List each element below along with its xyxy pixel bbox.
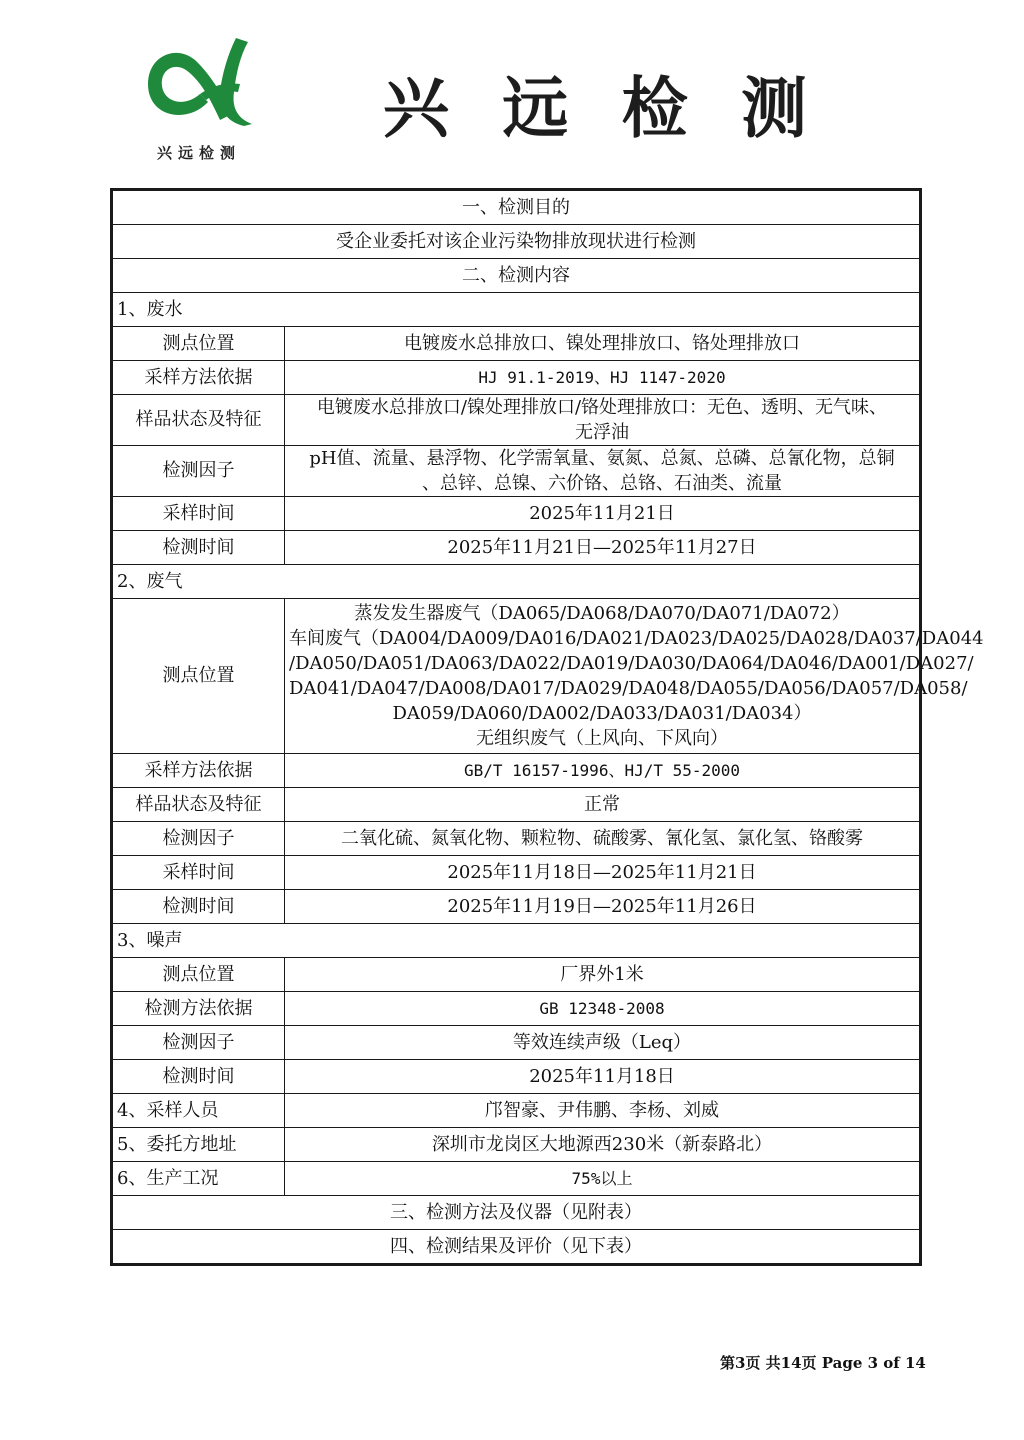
gas-factors: 二氧化硫、氮氧化物、颗粒物、硫酸雾、氰化氢、氯化氢、铬酸雾 <box>285 822 921 856</box>
text-line: /DA050/DA051/DA063/DA022/DA019/DA030/DA064/DA046/DA001/DA027/ <box>289 653 974 674</box>
gas-state: 正常 <box>285 788 921 822</box>
noise-heading: 3、噪声 <box>112 924 921 958</box>
brand-title <box>380 62 810 147</box>
wastewater-state <box>285 395 921 446</box>
text-line: 无浮油 <box>575 422 629 443</box>
gas-sample-time: 2025年11月18日—2025年11月21日 <box>285 856 921 890</box>
section-row <box>112 259 921 293</box>
wastewater-location: 电镀废水总排放口、镍处理排放口、铬处理排放口 <box>285 327 921 361</box>
company-logo-icon <box>140 34 258 134</box>
field-label: 检测时间 <box>112 1060 285 1094</box>
field-label: 采样时间 <box>112 497 285 531</box>
production-value: 75%以上 <box>285 1162 921 1196</box>
brand-char: 检 <box>621 68 688 147</box>
noise-factor: 等效连续声级（Leq） <box>285 1026 921 1060</box>
gas-test-time: 2025年11月19日—2025年11月26日 <box>285 890 921 924</box>
wastewater-heading: 1、废水 <box>112 293 921 327</box>
field-label: 采样时间 <box>112 856 285 890</box>
text-line: DA059/DA060/DA002/DA033/DA031/DA034） <box>392 703 812 724</box>
section-row <box>112 190 921 225</box>
wastewater-factors <box>285 446 921 497</box>
field-label: 测点位置 <box>112 599 285 754</box>
text-line: pH值、流量、悬浮物、化学需氧量、氨氮、总氮、总磷、总氰化物，总铜 <box>309 448 895 469</box>
page-number: 第3页 共14页 Page 3 of 14 <box>720 1354 926 1372</box>
noise-method: GB 12348-2008 <box>285 992 921 1026</box>
wastewater-test-time: 2025年11月21日—2025年11月27日 <box>285 531 921 565</box>
field-label: 样品状态及特征 <box>112 395 285 446</box>
noise-test-time: 2025年11月18日 <box>285 1060 921 1094</box>
section-title-results: 四、检测结果及评价（见下表） <box>112 1230 921 1265</box>
client-address-value: 深圳市龙岗区大地源西230米（新泰路北） <box>285 1128 921 1162</box>
client-address-label: 5、委托方地址 <box>112 1128 285 1162</box>
brand-char: 测 <box>740 68 807 147</box>
logo-caption: 兴远检测 <box>156 144 241 162</box>
text-line: 无组织废气（上风向、下风向） <box>476 728 728 749</box>
brand-char: 兴 <box>383 68 449 147</box>
field-label: 检测方法依据 <box>112 992 285 1026</box>
gas-location <box>285 599 984 754</box>
field-label: 采样方法依据 <box>112 754 285 788</box>
field-label: 检测时间 <box>112 531 285 565</box>
brand-char: 远 <box>502 68 569 147</box>
field-label: 检测因子 <box>112 1026 285 1060</box>
noise-location: 厂界外1米 <box>285 958 921 992</box>
text-line: 电镀废水总排放口/镍处理排放口/铬处理排放口：无色、透明、无气味、 <box>316 397 888 418</box>
report-table <box>110 188 984 1266</box>
samplers-label: 4、采样人员 <box>112 1094 285 1128</box>
section-title-content: 二、检测内容 <box>112 259 921 293</box>
field-label: 检测因子 <box>112 446 285 497</box>
text-line: DA041/DA047/DA008/DA017/DA029/DA048/DA055/DA056/DA057/DA058/ <box>289 678 968 699</box>
field-label: 采样方法依据 <box>112 361 285 395</box>
section-title-methods: 三、检测方法及仪器（见附表） <box>112 1196 921 1230</box>
section-title-purpose: 一、检测目的 <box>112 190 921 225</box>
gas-method: GB/T 16157-1996、HJ/T 55-2000 <box>285 754 921 788</box>
wastewater-sample-time: 2025年11月21日 <box>285 497 921 531</box>
field-label: 检测时间 <box>112 890 285 924</box>
field-label: 测点位置 <box>112 327 285 361</box>
text-line: 蒸发发生器废气（DA065/DA068/DA070/DA071/DA072） <box>354 603 850 624</box>
field-label: 检测因子 <box>112 822 285 856</box>
gas-heading: 2、废气 <box>112 565 921 599</box>
purpose-text: 受企业委托对该企业污染物排放现状进行检测 <box>112 225 921 259</box>
report-header <box>0 0 1024 180</box>
production-label: 6、生产工况 <box>112 1162 285 1196</box>
samplers-value: 邝智豪、尹伟鹏、李杨、刘威 <box>285 1094 921 1128</box>
text-line: 、总锌、总镍、六价铬、总铬、石油类、流量 <box>422 473 782 494</box>
purpose-row <box>112 225 921 259</box>
field-label: 测点位置 <box>112 958 285 992</box>
wastewater-method: HJ 91.1-2019、HJ 1147-2020 <box>285 361 921 395</box>
text-line: 车间废气（DA004/DA009/DA016/DA021/DA023/DA025/DA028/DA037/DA044 <box>289 628 984 649</box>
field-label: 样品状态及特征 <box>112 788 285 822</box>
